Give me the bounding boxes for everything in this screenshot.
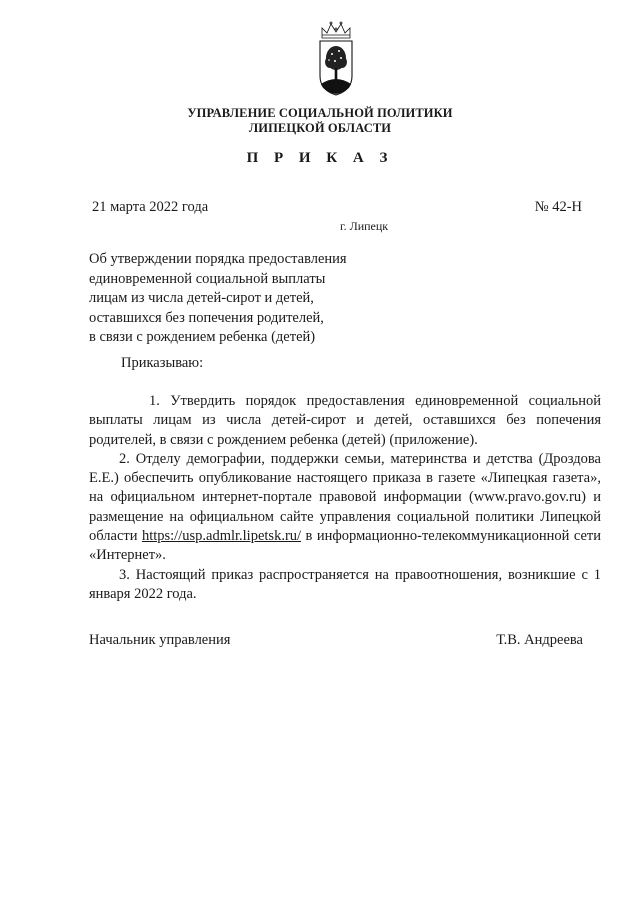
paragraph-3: 3. Настоящий приказ распространяется на правоотношения, возникшие с 1 января 2022 года. — [89, 566, 601, 602]
signatory-role: Начальник управления — [89, 632, 231, 648]
paragraph-2-text: 2. Отделу демографии, поддержки семьи, материнства и детства (Дроздова Е.Е.) обеспечить опубликование настоящего приказа в газете «Липецкая газета», на официальном интернет-портале правовой информации (www.pravo.gov.ru) и размещение на официальном сайте управления социальной политики Липецкой области — [89, 450, 601, 545]
document-number: № 42-Н — [534, 199, 582, 215]
subject-line: Об утверждении порядка предоставления — [89, 251, 347, 267]
usp-website-link[interactable]: https://usp.admlr.lipetsk.ru/ — [141, 528, 302, 545]
signatory-name: Т.В. Андреева — [496, 632, 583, 648]
org-line-2: ЛИПЕЦКОЙ ОБЛАСТИ — [248, 121, 392, 135]
paragraph-2 — [89, 450, 601, 566]
document-subject — [89, 250, 389, 348]
organization-name — [0, 106, 640, 136]
document-title: П Р И К А З — [246, 150, 394, 166]
paragraph-1: 1. Утвердить порядок предоставления единовременной социальной выплаты лицам из числа детей-сирот и детей, оставшихся без попечения родителей, в связи с рождением ребенка (детей) (приложение). — [89, 393, 601, 448]
coat-of-arms-emblem — [316, 20, 356, 98]
order-intro: Приказываю: — [121, 355, 204, 371]
paragraph-2-text-end: в информационно-телекоммуникационной сети «Интернет». — [89, 528, 601, 564]
document-date: 21 марта 2022 года — [92, 199, 209, 215]
subject-line: оставшихся без попечения родителей, — [89, 309, 324, 326]
document-city: г. Липецк — [340, 219, 389, 233]
subject-line: лицам из числа детей-сирот и детей, — [89, 290, 314, 306]
org-line-1: УПРАВЛЕНИЕ СОЦИАЛЬНОЙ ПОЛИТИКИ — [187, 106, 453, 120]
subject-line: единовременной социальной выплаты — [89, 270, 326, 287]
document-body — [89, 392, 601, 604]
subject-line: в связи с рождением ребенка (детей) — [89, 329, 316, 345]
